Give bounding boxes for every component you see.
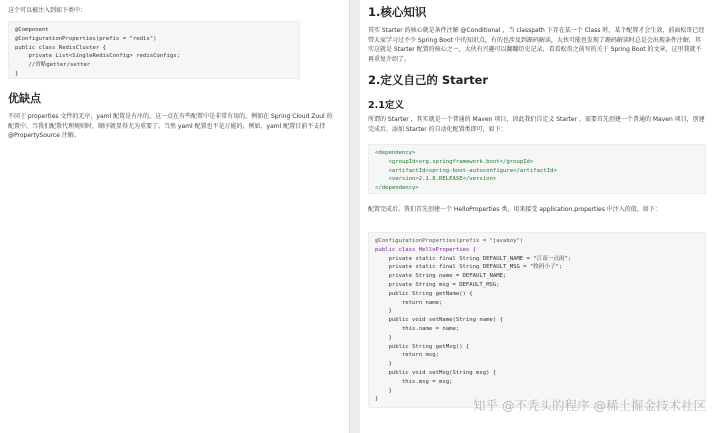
core-knowledge-paragraph: 其实 Starter 的核心就是条件注解 @Conditional ，当 classpath 下存在某一个 Class 时，某个配置才会生效，前面松哥已经带大家学习过不少 Spring Boot 中的知识点，有的也涉及到源码解读，大伙可能也发现了源码解读时总是会出现条件注解，其实这就是 Starter 配置的核心之一，大伙有兴趣可以翻翻历史记录，看看松哥之前写的关于 Spring Boot 的文章，这里我就不再重复介绍了。 bbox=[368, 27, 705, 63]
left-document-page bbox=[0, 0, 350, 433]
code-line: } bbox=[375, 308, 392, 315]
watermark: 知乎 @不秃头的程序 @稀土掘金技术社区 bbox=[473, 398, 706, 413]
code-line: </dependency> bbox=[375, 185, 419, 192]
code-line: private List<SingleRedisConfig> redisConfigs; bbox=[15, 53, 181, 60]
code-line: private String msg = DEFAULT_MSG; bbox=[375, 281, 500, 288]
right-document-page bbox=[360, 0, 720, 433]
code-line: private String name = DEFAULT_NAME; bbox=[375, 273, 507, 280]
redis-cluster-code-block bbox=[8, 21, 300, 79]
maven-project-paragraph: 所谓的 Starter ，其实就是一个普通的 Maven 项目，因此我们自定义 Starter ，需要首先创建一个普通的 Maven 项目，创建完成后，添加 Starter 的自动化配置类即可，如下： bbox=[368, 116, 705, 133]
code-line: @ConfigurationProperties(prefix = "javaboy") bbox=[375, 238, 524, 244]
code-line: public class HelloProperties { bbox=[375, 246, 477, 253]
code-line: } bbox=[375, 396, 379, 403]
code-line: } bbox=[375, 334, 392, 341]
maven-dependency-code-block bbox=[368, 144, 706, 194]
code-line: //省略getter/setter bbox=[15, 62, 91, 69]
code-line: } bbox=[375, 387, 392, 394]
code-line: private static final String DEFAULT_MSG = "牧码小子"; bbox=[375, 264, 563, 271]
code-line: <artifactId>spring-boot-autoconfigure</artifactId> bbox=[388, 167, 557, 174]
pros-cons-paragraph: 不同于 properties 文件的无序，yaml 配置是有序的，这一点在有些配置中是非常有用的，例如在 Spring Cloud Zuul 的配置中，当我们配置代理规则时，顺序就显得尤为重要了。当然 yaml 配置也不是万能的，例如，yaml 配置目前不支持 @PropertySource 注解。 bbox=[8, 113, 333, 139]
code-line: } bbox=[375, 361, 392, 368]
code-line: <groupId>org.springframework.boot</groupId> bbox=[388, 158, 534, 165]
code-line: public String getMsg() { bbox=[375, 343, 470, 350]
code-line: } bbox=[15, 70, 19, 77]
code-line: public class RedisCluster { bbox=[15, 44, 106, 51]
hello-properties-paragraph: 配置完成后，我们首先创建一个 HelloProperties 类，用来接受 application.properties 中注入的值，如下： bbox=[368, 206, 661, 213]
code-line: this.name = name; bbox=[375, 325, 460, 332]
define-starter-heading: 2.定义自己的 Starter bbox=[368, 73, 489, 87]
code-line: @ConfigurationProperties(prefix = "redis") bbox=[15, 35, 157, 42]
hello-properties-code-block bbox=[368, 232, 706, 408]
code-line: return msg; bbox=[375, 352, 439, 359]
code-line: return name; bbox=[375, 299, 443, 306]
definition-subheading: 2.1定义 bbox=[368, 100, 404, 111]
code-line: @Component bbox=[15, 27, 49, 33]
pros-cons-heading: 优缺点 bbox=[8, 92, 41, 105]
code-line: public void setMsg(String msg) { bbox=[375, 369, 497, 376]
code-line: public String getName() { bbox=[375, 290, 473, 297]
code-line: this.msg = msg; bbox=[375, 378, 453, 385]
page-gap bbox=[350, 0, 360, 433]
code-line: private static final String DEFAULT_NAME = "江南一点雨"; bbox=[375, 255, 572, 262]
code-line: public void setName(String name) { bbox=[375, 317, 503, 324]
code-line: <version>2.1.8.RELEASE</version> bbox=[388, 176, 497, 183]
intro-text: 这个可以被注入到如下类中： bbox=[8, 7, 87, 14]
code-line: <dependency> bbox=[375, 150, 416, 156]
core-knowledge-heading: 1.核心知识 bbox=[368, 5, 427, 19]
